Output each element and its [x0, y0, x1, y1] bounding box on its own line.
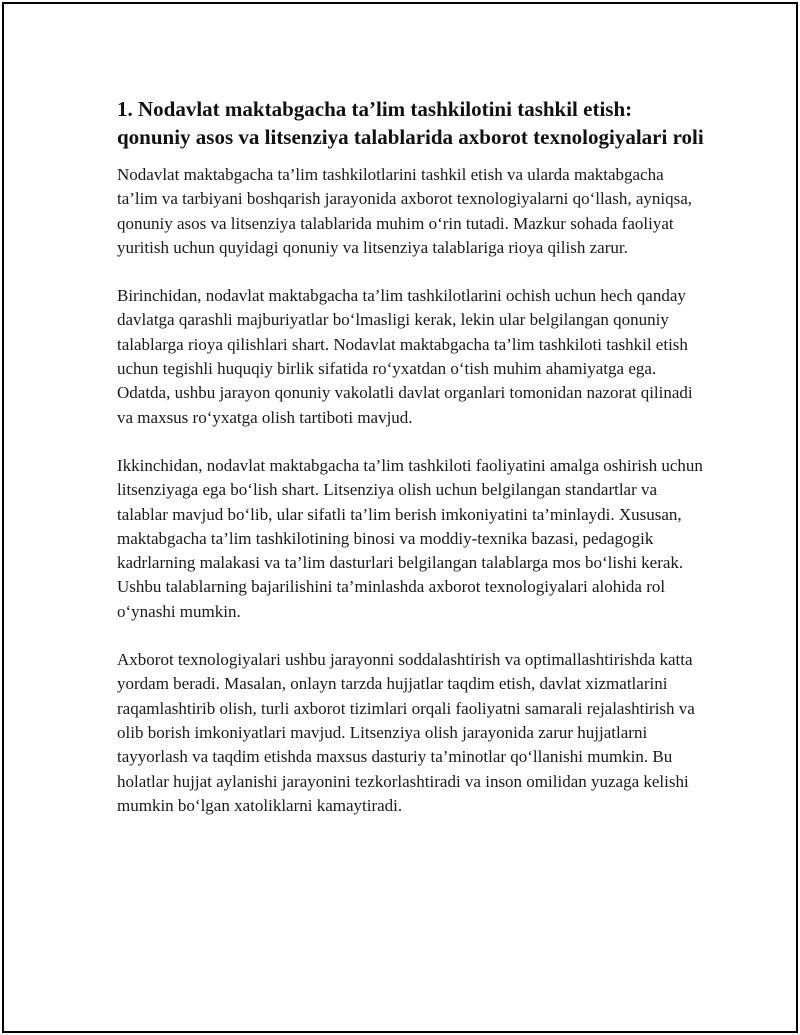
document-body: [117, 95, 707, 842]
paragraph-intro: Nodavlat maktabgacha ta’lim tashkilotlarini tashkil etish va ularda maktabgacha ta’lim va tarbiyani boshqarish jarayonida axborot texnologiyalarni qo‘llash, ayniqsa, qonuniy asos va litsenziya talablarida muhim o‘rin tutadi. Mazkur sohada faoliyat yuritish uchun quyidagi qonuniy va litsenziya talablariga rioya qilish zarur.: [117, 165, 693, 257]
paragraph-second: Ikkinchidan, nodavlat maktabgacha ta’lim tashkiloti faoliyatini amalga oshirish uchun litsenziyaga ega bo‘lish shart. Litsenziya olish uchun belgilangan standartlar va talablar mavjud bo‘lib, ular sifatli ta’lim berish imkoniyatini ta’minlaydi. Xususan, maktabgacha ta’lim tashkilotining binosi va moddiy-texnika bazasi, pedagogik kadrlarning malakasi va ta’lim dasturlari belgilangan talablarga mos bo‘lishi kerak. Ushbu talablarning bajarilishini ta’minlashda axborot texnologiyalari alohida rol o‘ynashi mumkin.: [117, 455, 703, 621]
section-title: 1. Nodavlat maktabgacha ta’lim tashkilotini tashkil etish: qonuniy asos va litsenziya talablarida axborot texnologiyalari roli: [117, 97, 704, 149]
paragraph-it-role: Axborot texnologiyalari ushbu jarayonni soddalashtirish va optimallashtirishda katta yordam beradi. Masalan, onlayn tarzda hujjatlar taqdim etish, davlat xizmatlarini raqamlashtirib olish, turli axborot tizimlari orqali faoliyatni samarali rejalashtirish va olib borish imkoniyatlari mavjud. Litsenziya olish jarayonida zarur hujjatlarni tayyorlash va taqdim etishda maxsus dasturiy ta’minotlar qo‘llanishi mumkin. Bu holatlar hujjat aylanishi jarayonini tezkorlashtiradi va inson omilidan yuzaga kelishi mumkin bo‘lgan xatoliklarni kamaytiradi.: [117, 650, 695, 815]
paragraph-first: Birinchidan, nodavlat maktabgacha ta’lim tashkilotlarini ochish uchun hech qanday davlatga qarashli majburiyatlar bo‘lmasligi kerak, lekin ular belgilangan qonuniy talablarga rioya qilishlari shart. Nodavlat maktabgacha ta’lim tashkiloti tashkil etish uchun tegishli huquqiy birlik sifatida ro‘yxatdan o‘tish muhim ahamiyatga ega. Odatda, ushbu jarayon qonuniy vakolatli davlat organlari tomonidan nazorat qilinadi va maxsus ro‘yxatga olish tartiboti mavjud.: [117, 286, 693, 427]
